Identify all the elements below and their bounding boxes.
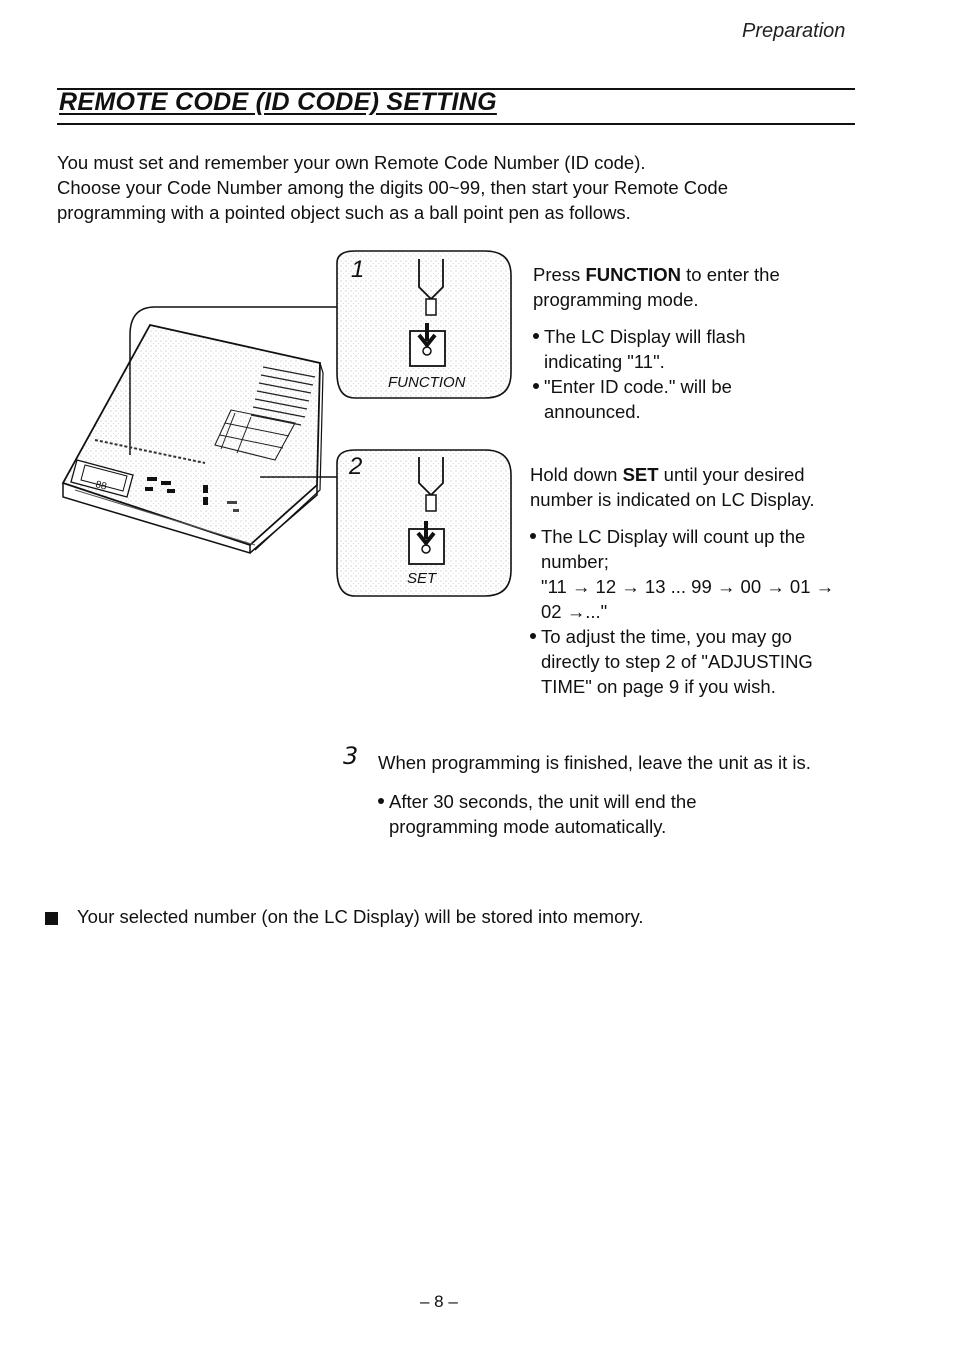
function-button-label: FUNCTION: [388, 374, 466, 391]
bullet-text: The LC Display will flash indicating "11".: [544, 326, 746, 372]
bullet-text: "Enter ID code." will be announced.: [544, 376, 732, 422]
bullet-item: [530, 624, 848, 699]
count-sequence: "11 → 12 → 13 ... 99 → 00 → 01 → 02 →...": [541, 576, 835, 622]
title-rule-bottom: [57, 123, 855, 125]
step-2-instructions: [530, 462, 848, 699]
page-number: – 8 –: [420, 1292, 458, 1311]
set-button-label: SET: [407, 570, 437, 587]
step-3-instructions: [378, 750, 858, 839]
bullet-item: [533, 374, 823, 424]
device-body: [63, 325, 323, 553]
step-1-main: [533, 262, 823, 312]
step-1-instructions: [533, 262, 823, 424]
note-bullet-square: [45, 912, 58, 925]
intro-line: You must set and remember your own Remote Code Number (ID code).: [57, 152, 646, 173]
section-header: Preparation: [742, 20, 846, 42]
function-keyword: FUNCTION: [585, 264, 682, 285]
bullet-item: [378, 789, 729, 839]
step-text: Hold down: [530, 464, 623, 485]
step-2-callout: [337, 450, 511, 596]
bullet-item: [530, 524, 848, 574]
step-number: 1: [351, 256, 365, 283]
bullet-text: To adjust the time, you may go directly to step 2 of "ADJUSTING TIME" on page 9 if you wish.: [541, 626, 813, 697]
page-title: REMOTE CODE (ID CODE) SETTING: [59, 88, 497, 116]
intro-paragraph: [57, 150, 817, 225]
memory-note: Your selected number (on the LC Display) will be stored into memory.: [77, 906, 644, 927]
step-text: to enter the programming mode.: [533, 264, 780, 310]
bullet-text: The LC Display will count up the number;: [541, 526, 806, 572]
intro-line: Choose your Code Number among the digits 00~99, then start your Remote Code: [57, 177, 729, 198]
step-2-main: [530, 462, 848, 512]
bullet-text: After 30 seconds, the unit will end the programming mode automatically.: [389, 791, 697, 837]
device-display-digits: 88: [94, 479, 108, 493]
step-text: Press: [533, 264, 586, 285]
step-number: 3: [343, 742, 359, 770]
step-number: 2: [349, 453, 363, 480]
answering-machine-illustration: [55, 245, 525, 605]
set-keyword: SET: [622, 464, 659, 485]
step-text: until your desired number is indicated on LC Display.: [530, 464, 815, 510]
bullet-item: [533, 324, 823, 374]
step-1-callout: [337, 251, 511, 398]
step-3-main: When programming is finished, leave the unit as it is.: [378, 752, 811, 773]
intro-line: programming with a pointed object such as a ball point pen as follows.: [57, 202, 631, 223]
